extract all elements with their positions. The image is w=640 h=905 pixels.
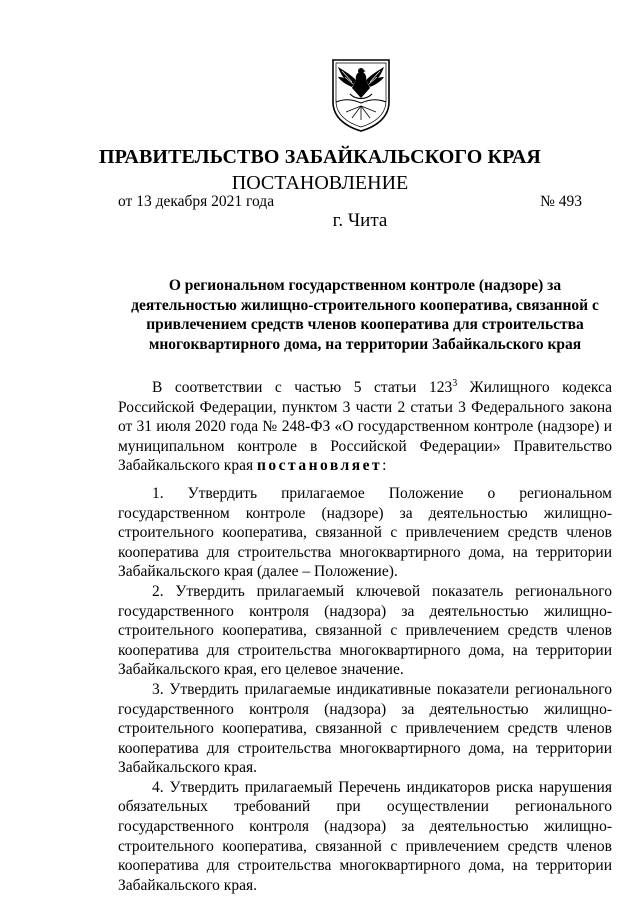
resolve-word: постановляет [256,457,383,475]
intro-text-part1: В соответствии с частью 5 статьи 123 [152,379,453,396]
document-type: ПОСТАНОВЛЕНИЕ [231,172,409,194]
paragraph-2: 2. Утвердить прилагаемый ключевой показатель регионального государственного контроля (надзора) за деятельностью жилищно-строительного кооператива, связанной с привлечением средств членов кооператива для строительства многоквартирного дома, на территории Забайкальского края, его целевое значение. [118,582,612,679]
paragraph-3: 3. Утвердить прилагаемые индикативные показатели регионального государственного контроля (надзора) за деятельностью жилищно-строительного кооператива, связанной с привлечением средств членов кооператива для строительства многоквартирного дома, на территории Забайкальского края. [118,680,612,777]
document-number: № 493 [540,193,582,210]
document-body [118,378,612,895]
intro-colon: : [382,457,387,475]
intro-text-part2: Жилищного кодекса Российской Федерации, пунктом 3 части 2 статьи 3 Федерального закона от 31 июля 2020 года № 248-ФЗ «О государственном контроле (надзоре) и муниципальном контроле в Российской Федерации» Правительство Забайкальского края [118,379,612,475]
intro-paragraph [118,378,612,476]
coat-of-arms-emblem [330,58,392,132]
document-subject: О региональном государственном контроле (надзоре) за деятельностью жилищно-строительного кооператива, связанной с привлечением средств членов кооператива для строительства многоквартирного дома, на территории Забайкальского края [131,277,599,353]
paragraph-1: 1. Утвердить прилагаемое Положение о региональном государственном контроле (надзоре) за деятельностью жилищно-строительного кооператива, связанной с привлечением средств членов кооператива для строительства многоквартирного дома, на территории Забайкальского края (далее – Положение). [118,484,612,581]
paragraph-4: 4. Утвердить прилагаемый Перечень индикаторов риска нарушения обязательных требований при осуществлении регионального государственного контроля (надзора) за деятельностью жилищно-строительного кооператива, связанной с привлечением средств членов кооператива для строительства многоквартирного дома, на территории Забайкальского края. [118,778,612,894]
article-superscript: 3 [452,377,458,389]
document-date: от 13 декабря 2021 года [118,193,275,210]
document-city: г. Чита [332,210,388,231]
government-title: ПРАВИТЕЛЬСТВО ЗАБАЙКАЛЬСКОГО КРАЯ [99,146,541,168]
